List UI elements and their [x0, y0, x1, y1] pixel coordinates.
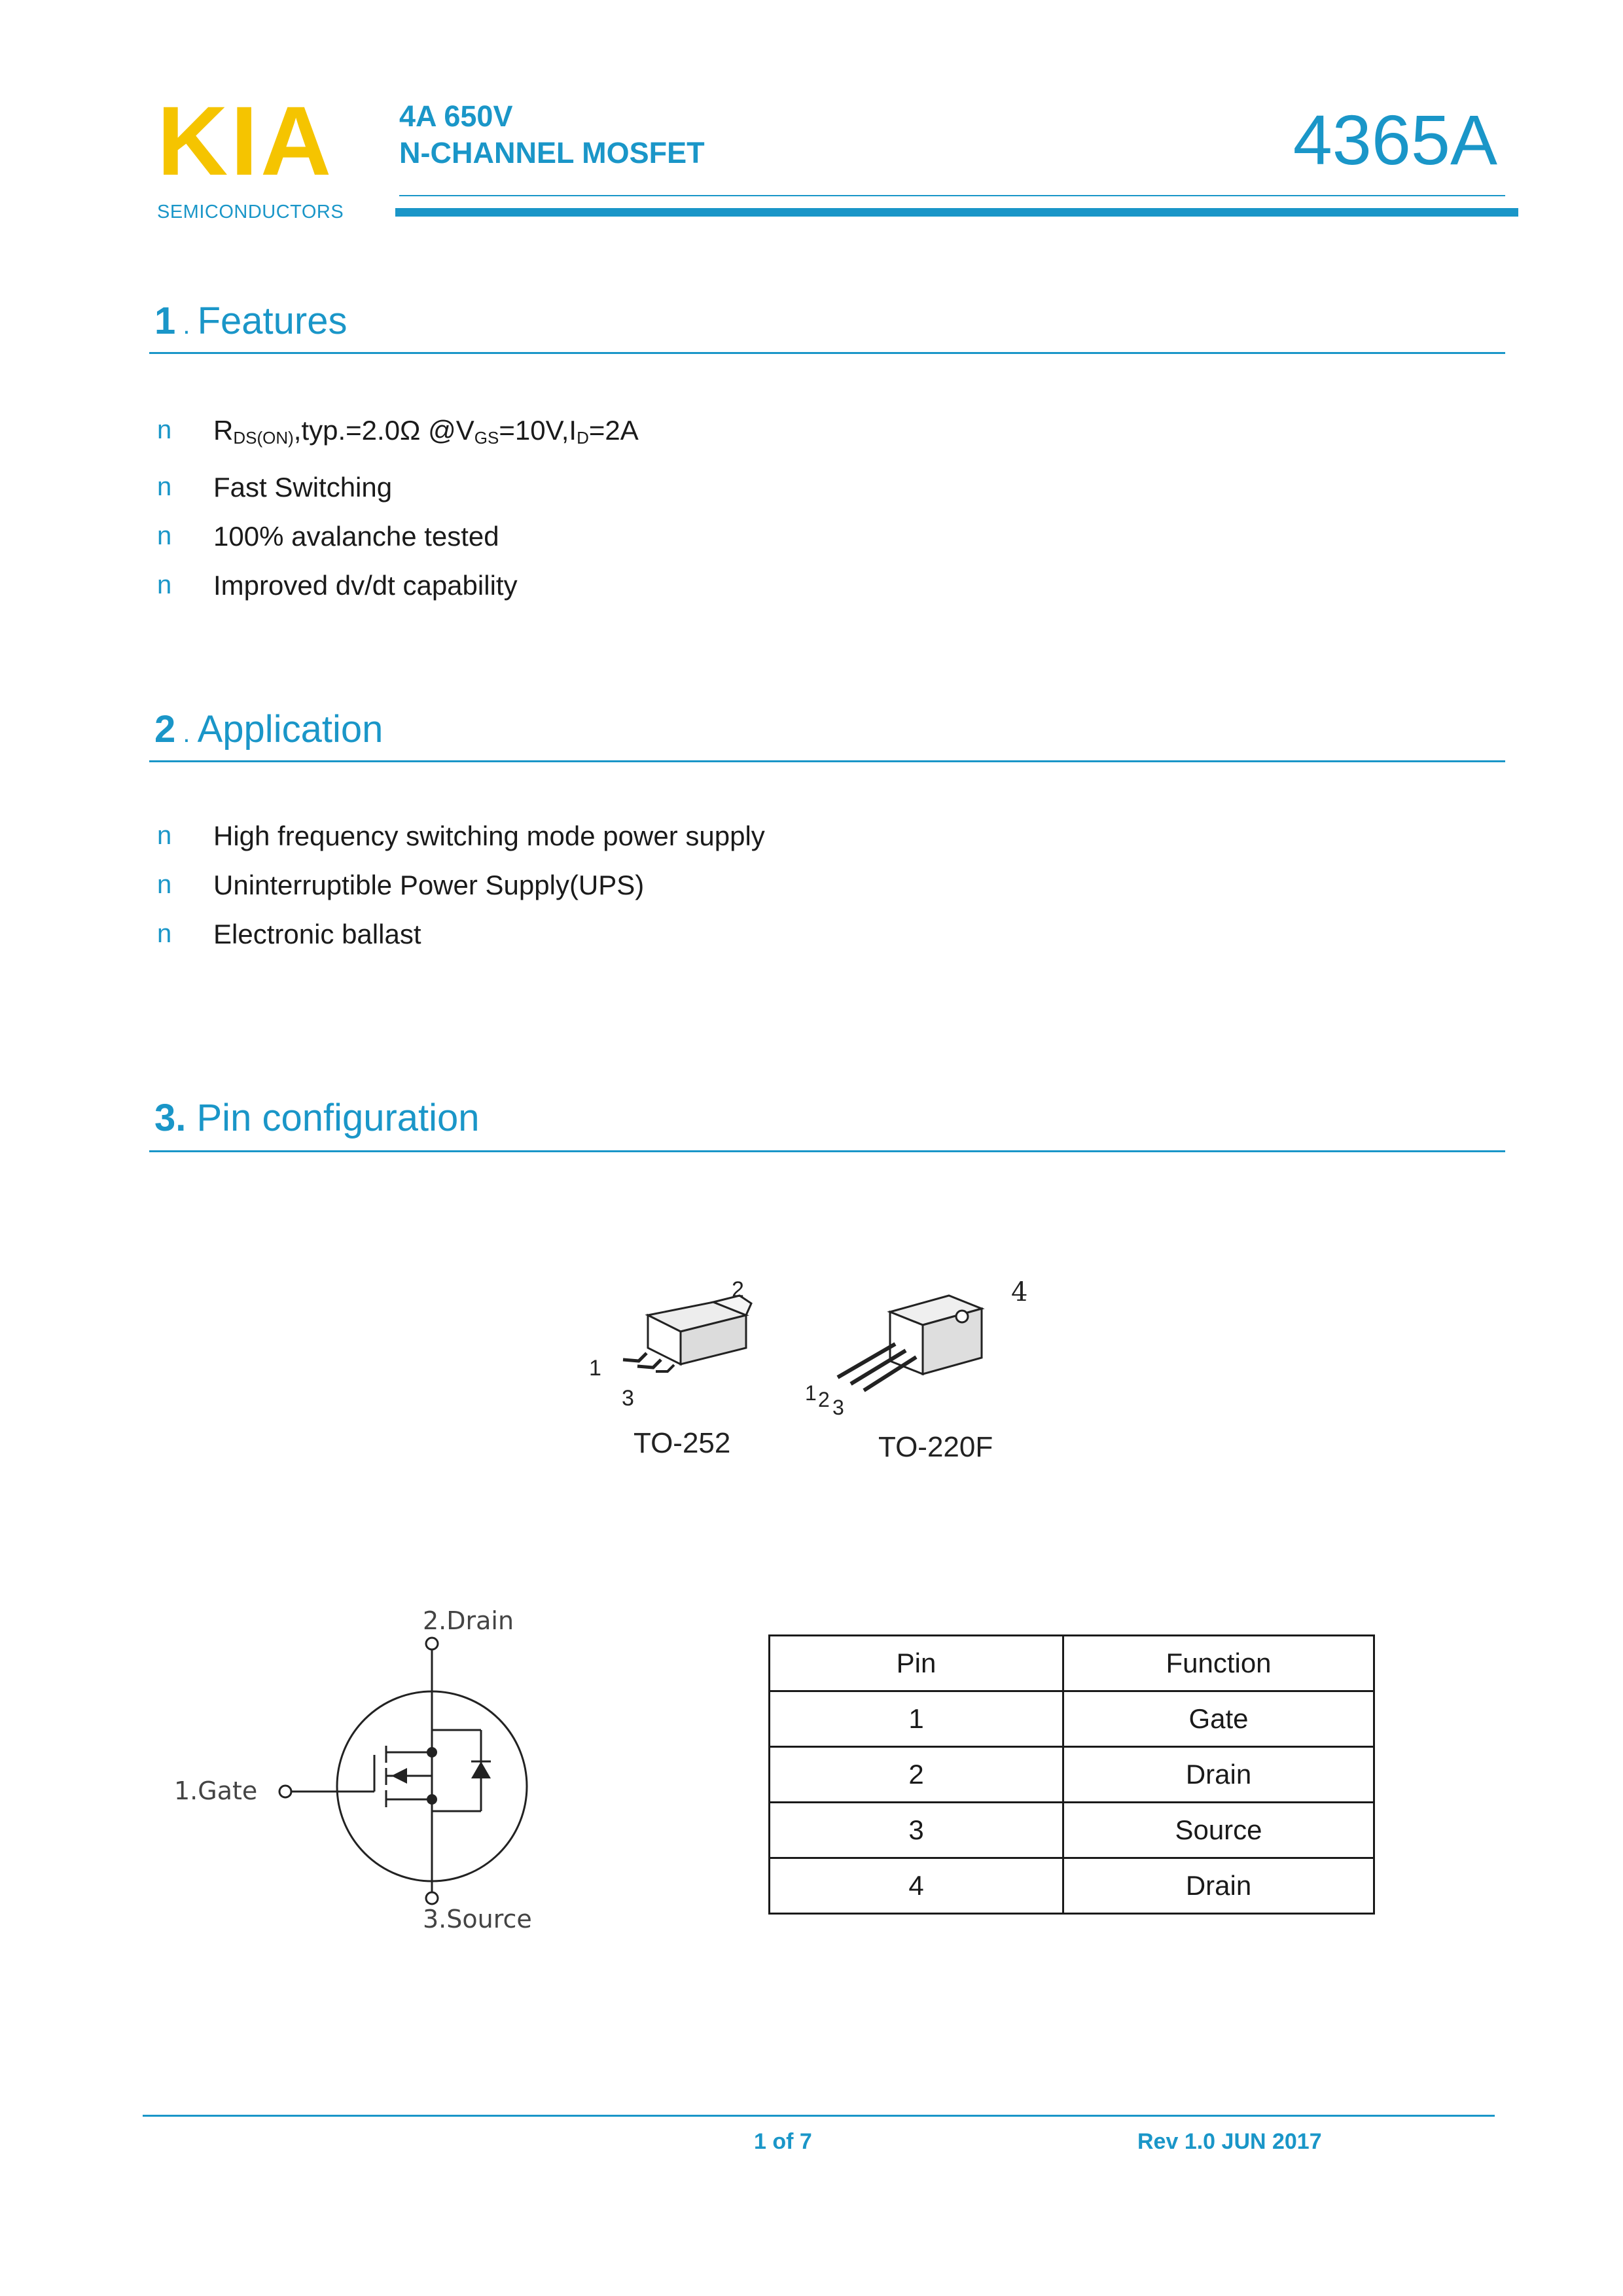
junction-dot	[427, 1794, 437, 1805]
section-rule	[149, 352, 1505, 354]
arrow-icon	[391, 1768, 407, 1784]
table-row	[770, 1747, 1374, 1803]
bullet-icon: n	[157, 821, 172, 850]
pin-label: 4	[1011, 1277, 1028, 1307]
list-item: n High frequency switching mode power supply	[151, 811, 765, 860]
list-item: n 100% avalanche tested	[151, 512, 639, 561]
table-row	[770, 1803, 1374, 1858]
pin-function: Gate	[1063, 1691, 1374, 1747]
features-heading: 1 . Features	[154, 300, 348, 342]
to-252-package-icon	[589, 1277, 751, 1459]
pin-function: Drain	[1063, 1858, 1374, 1914]
list-item: n $R_{DS(ON)},typ.=2.0\Omega$ $@V_{GS}=10V,I_D=2A$	[151, 406, 639, 463]
diode-icon	[471, 1761, 491, 1778]
pin-config-heading	[154, 1099, 480, 1137]
pin-function: Drain	[1063, 1747, 1374, 1803]
application-list	[151, 811, 765, 959]
pin-number: 2	[770, 1747, 1063, 1803]
pin-label: 2	[732, 1277, 744, 1302]
bullet-icon: n	[157, 571, 172, 599]
pin-label: 3	[832, 1396, 844, 1419]
junction-dot	[427, 1747, 437, 1757]
page-number: 1 of 7	[754, 2129, 812, 2154]
package-name: TO-252	[633, 1427, 731, 1459]
source-label: 3.Source	[423, 1905, 532, 1934]
column-header-function: Function	[1063, 1636, 1374, 1691]
section-rule	[149, 1150, 1505, 1152]
table-header-row	[770, 1636, 1374, 1691]
bullet-icon: n	[157, 919, 172, 948]
table-row	[770, 1691, 1374, 1747]
features-list	[151, 406, 639, 610]
product-description	[399, 98, 705, 171]
to-220f-package-icon	[805, 1277, 1027, 1463]
pin-label: 1	[589, 1356, 601, 1381]
mosfet-schematic	[170, 1597, 563, 1937]
section-title: Pin configuration	[196, 1097, 480, 1139]
bullet-icon: n	[157, 521, 172, 550]
logo-text: KIA	[157, 86, 334, 196]
footer-rule	[143, 2115, 1495, 2117]
list-item: n Electronic ballast	[151, 910, 765, 959]
drain-label: 2.Drain	[423, 1606, 514, 1635]
section-number: 2	[154, 708, 176, 751]
pin-label: 1	[805, 1381, 817, 1405]
bullet-icon: n	[157, 870, 172, 899]
section-number: 1	[154, 300, 176, 342]
product-rating: 4A 650V	[399, 99, 513, 133]
logo-subtitle: SEMICONDUCTORS	[157, 202, 344, 222]
section-rule	[149, 760, 1505, 762]
header-rule-thick	[395, 208, 1518, 217]
pin-label: 2	[818, 1388, 830, 1411]
table-row	[770, 1858, 1374, 1914]
product-type: N-CHANNEL MOSFET	[399, 136, 705, 169]
header-rule-thin	[399, 195, 1505, 196]
bullet-icon: n	[157, 415, 172, 444]
section-number: 3.	[154, 1097, 187, 1139]
list-item: n Fast Switching	[151, 463, 639, 512]
package-drawings	[582, 1276, 1054, 1485]
column-header-pin: Pin	[770, 1636, 1063, 1691]
pin-function-table	[768, 1634, 1375, 1915]
package-name: TO-220F	[878, 1431, 993, 1463]
list-item: n Uninterruptible Power Supply(UPS)	[151, 860, 765, 910]
pin-number: 4	[770, 1858, 1063, 1914]
application-heading: 2 . Application	[154, 708, 383, 751]
section-title: Application	[197, 708, 383, 751]
pin-number: 3	[770, 1803, 1063, 1858]
pin-function: Source	[1063, 1803, 1374, 1858]
company-logo	[157, 86, 353, 223]
revision-label: Rev 1.0 JUN 2017	[1137, 2129, 1322, 2154]
bullet-icon: n	[157, 472, 172, 501]
list-item: n Improved dv/dt capability	[151, 561, 639, 610]
pin-label: 3	[622, 1386, 634, 1411]
gate-label: 1.Gate	[174, 1776, 258, 1805]
part-number: 4365A	[1293, 100, 1497, 179]
section-title: Features	[197, 300, 348, 342]
pin-number: 1	[770, 1691, 1063, 1747]
